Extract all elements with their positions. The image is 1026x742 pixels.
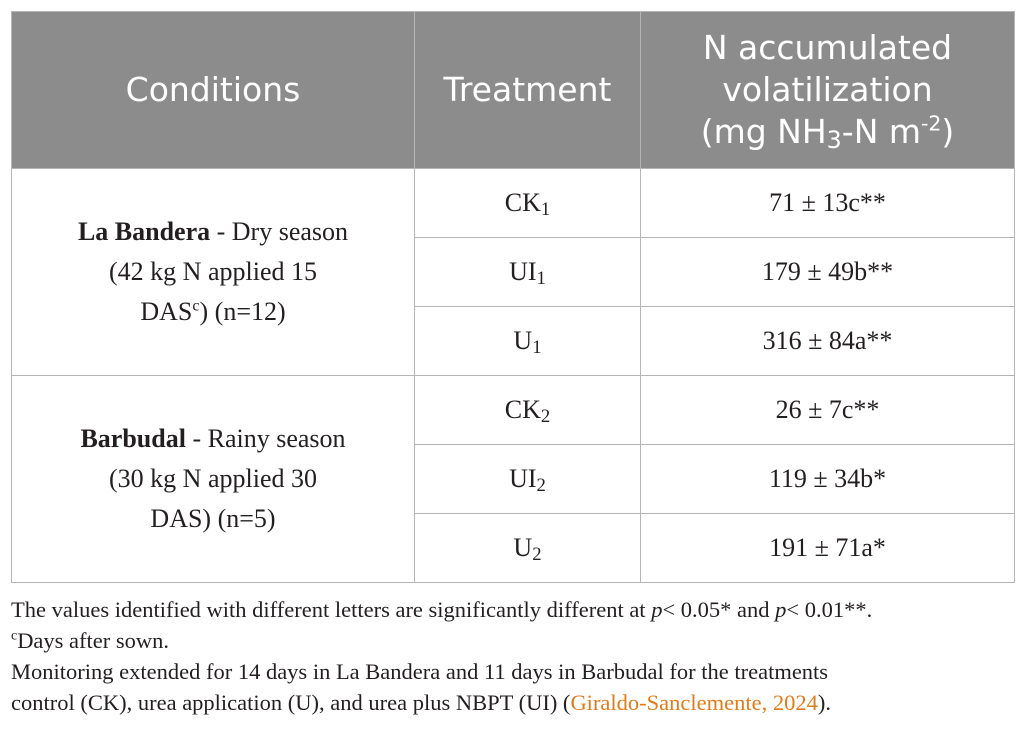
header-n-volatilization: N accumulated volatilization (mg $NH_3-N$ $m^{-2}$) [641, 12, 1015, 169]
footnote-significance: The values identified with different letters are significantly different at p< 0.05* and p< 0.01**. [11, 597, 873, 622]
table-row [12, 376, 1015, 445]
header-conditions: Conditions [12, 12, 415, 169]
condition-cell-la-bandera: La Bandera - Dry season (42 kg N applied 15 DAS$^c$) (n=12) [12, 169, 415, 376]
value-cell: 26 ± 7c** [641, 376, 1015, 445]
value-cell: 316 ± 84a** [641, 307, 1015, 376]
header-row [12, 12, 1015, 169]
value-cell: 179 ± 49b** [641, 238, 1015, 307]
footnote-monitoring-line1: Monitoring extended for 14 days in La Bandera and 11 days in Barbudal for the treatments [11, 659, 829, 684]
value-cell: 191 ± 71a* [641, 514, 1015, 583]
table-footnotes [11, 594, 1021, 718]
table-row [12, 169, 1015, 238]
treatment-cell: $CK_1$ [415, 169, 641, 238]
treatment-cell: $U_1$ [415, 307, 641, 376]
treatment-cell: $CK_2$ [415, 376, 641, 445]
treatment-cell: $U_2$ [415, 514, 641, 583]
condition-cell-barbudal: Barbudal - Rainy season (30 kg N applied 30 DAS) (n=5) [12, 376, 415, 583]
treatment-cell: $UI_2$ [415, 445, 641, 514]
citation-link[interactable]: Giraldo-Sanclemente, 2024 [570, 690, 818, 715]
value-cell: 119 ± 34b* [641, 445, 1015, 514]
treatment-cell: $UI_1$ [415, 238, 641, 307]
header-treatment: Treatment [415, 12, 641, 169]
footnote-monitoring-line2: control (CK), urea application (U), and urea plus NBPT (UI) (Giraldo-Sanclemente, 2024). [11, 690, 831, 715]
results-table [11, 11, 1015, 583]
footnote-das: $^c$Days after sown. [11, 628, 170, 653]
value-cell: 71 ± 13c** [641, 169, 1015, 238]
